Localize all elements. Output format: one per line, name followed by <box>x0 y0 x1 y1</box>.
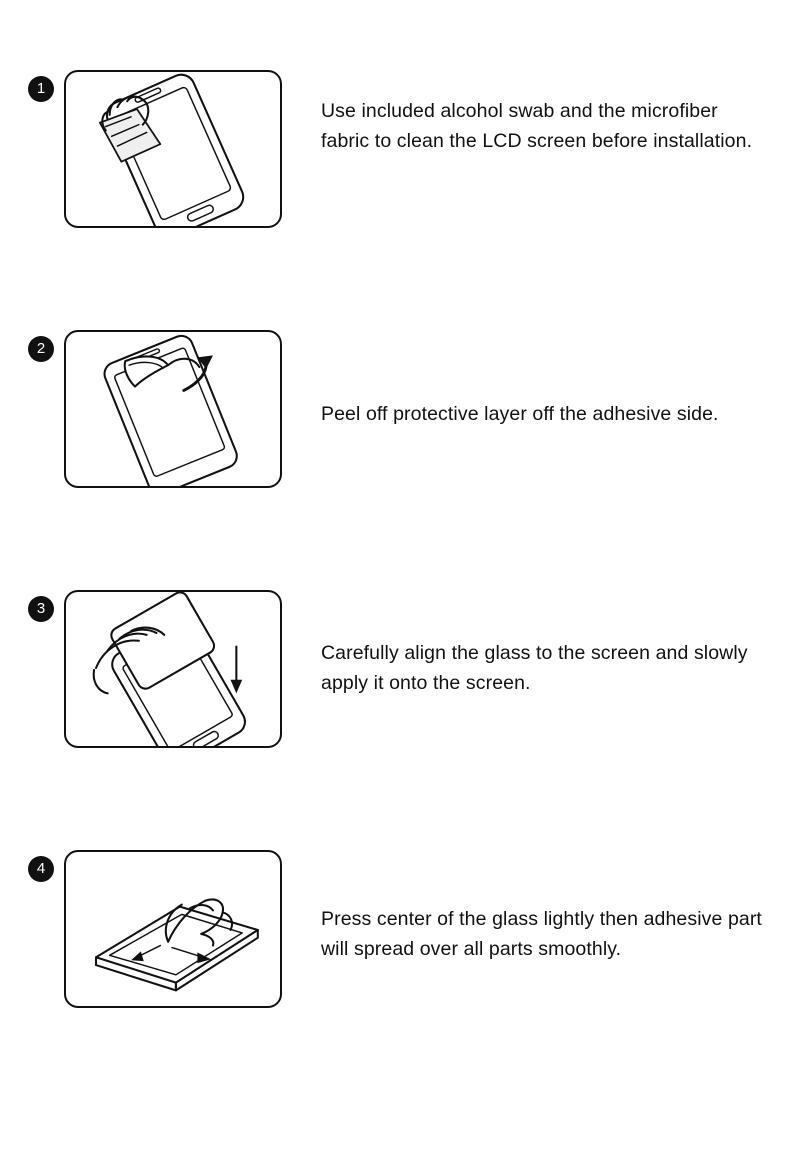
step-number-badge-3: 3 <box>28 596 54 622</box>
instruction-step-3 <box>0 586 800 834</box>
step-number-badge-2: 2 <box>28 336 54 362</box>
step-3-badge-column <box>0 586 58 622</box>
step-3-illustration <box>64 590 282 748</box>
step-1-illustration <box>64 70 282 228</box>
instruction-step-4 <box>0 846 800 1094</box>
step-4-badge-column <box>0 846 58 882</box>
step-4-illustration <box>64 850 282 1008</box>
instruction-sheet <box>0 66 800 1162</box>
step-2-text: Peel off protective layer off the adhesive side. <box>321 403 719 425</box>
step-1-text: Use included alcohol swab and the microfiber fabric to clean the LCD screen before installation. <box>321 100 753 152</box>
step-2-illustration <box>64 330 282 488</box>
instruction-step-2 <box>0 326 800 574</box>
instruction-step-1 <box>0 66 800 314</box>
step-3-text: Carefully align the glass to the screen and slowly apply it onto the screen. <box>321 642 748 694</box>
step-2-badge-column <box>0 326 58 362</box>
step-1-badge-column <box>0 66 58 102</box>
step-number-badge-4: 4 <box>28 856 54 882</box>
step-number-badge-1: 1 <box>28 76 54 102</box>
step-4-text: Press center of the glass lightly then adhesive part will spread over all parts smoothly. <box>321 908 762 960</box>
